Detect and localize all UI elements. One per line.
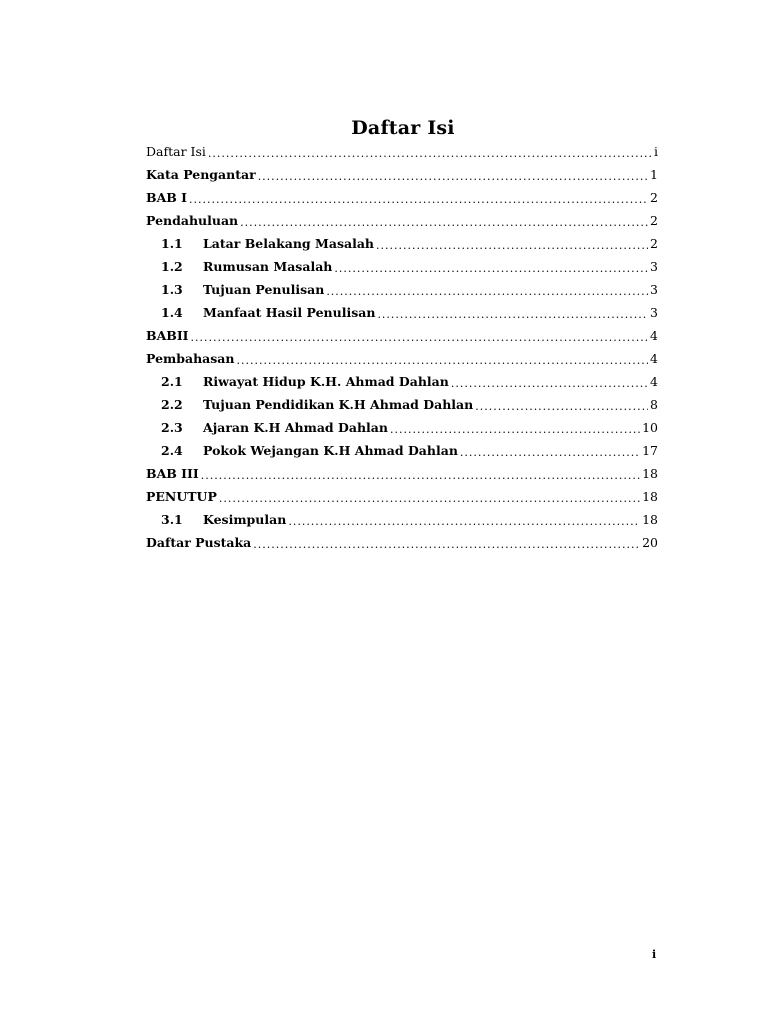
dot-leader	[191, 331, 649, 344]
dot-leader	[376, 239, 648, 252]
toc-entry[interactable]	[146, 209, 658, 232]
toc-entry-number: 2.3	[161, 420, 183, 435]
toc-entry-label: Rumusan Masalah	[203, 259, 333, 274]
dot-leader	[201, 469, 640, 482]
toc-entry-page: 20	[642, 535, 658, 550]
toc-entry-label: Riwayat Hidup K.H. Ahmad Dahlan	[203, 374, 449, 389]
dot-leader	[240, 216, 648, 229]
toc-entry-label: Pembahasan	[146, 351, 235, 366]
toc-entry[interactable]	[146, 508, 658, 531]
toc-entry-label: Tujuan Pendidikan K.H Ahmad Dahlan	[203, 397, 474, 412]
toc-entry-page: 4	[650, 328, 658, 343]
dot-leader	[253, 538, 640, 551]
toc-entry[interactable]	[146, 232, 658, 255]
toc-entry-label: BAB I	[146, 190, 188, 205]
toc-entry-page: 2	[650, 190, 658, 205]
toc-entry-page: 10	[642, 420, 658, 435]
toc-entry[interactable]	[146, 140, 658, 163]
dot-leader	[451, 377, 648, 390]
toc-entry-page: 1	[650, 167, 658, 182]
toc-entry-label: Kata Pengantar	[146, 167, 256, 182]
toc-entry-page: 2	[650, 236, 658, 251]
dot-leader	[377, 308, 648, 321]
toc-entry-label: Latar Belakang Masalah	[203, 236, 375, 251]
footer-page-number: i	[652, 948, 657, 961]
dot-leader	[208, 147, 652, 160]
toc-entry-page: 18	[642, 489, 658, 504]
toc-entry[interactable]	[146, 324, 658, 347]
toc-entry-number: 1.3	[161, 282, 183, 297]
toc-entry[interactable]	[146, 416, 658, 439]
toc-entry-page: 18	[642, 512, 658, 527]
dot-leader	[475, 400, 648, 413]
toc-entry-label: Tujuan Penulisan	[203, 282, 325, 297]
page-title: Daftar Isi	[351, 117, 455, 139]
toc-entry-page: i	[654, 144, 658, 159]
dot-leader	[189, 193, 648, 206]
toc-entry-label: Pendahuluan	[146, 213, 239, 228]
toc-entry-page: 4	[650, 374, 658, 389]
toc-entry-number: 1.2	[161, 259, 183, 274]
dot-leader	[334, 262, 648, 275]
toc-entry-number: 1.4	[161, 305, 183, 320]
toc-entry-page: 17	[642, 443, 658, 458]
toc-entry[interactable]	[146, 255, 658, 278]
toc-entry-page: 8	[650, 397, 658, 412]
toc-entry-page: 18	[642, 466, 658, 481]
toc-entry[interactable]	[146, 439, 658, 462]
toc-entry-label: PENUTUP	[146, 489, 217, 504]
toc-entry-label: BABII	[146, 328, 189, 343]
toc-entry[interactable]	[146, 278, 658, 301]
toc-entry[interactable]	[146, 186, 658, 209]
toc-entry[interactable]	[146, 531, 658, 554]
toc-entry[interactable]	[146, 301, 658, 324]
dot-leader	[460, 446, 640, 459]
dot-leader	[219, 492, 640, 505]
toc-entry-page: 3	[650, 259, 658, 274]
toc-entry-number: 1.1	[161, 236, 183, 251]
toc-entry-label: Manfaat Hasil Penulisan	[203, 305, 376, 320]
toc-entry[interactable]	[146, 393, 658, 416]
toc-entry-label: BAB III	[146, 466, 199, 481]
dot-leader	[288, 515, 640, 528]
toc-entry-number: 2.4	[161, 443, 183, 458]
toc-entry-page: 3	[650, 282, 658, 297]
toc-entry[interactable]	[146, 347, 658, 370]
toc-entry-label: Pokok Wejangan K.H Ahmad Dahlan	[203, 443, 458, 458]
toc-entry-label: Kesimpulan	[203, 512, 287, 527]
dot-leader	[258, 170, 648, 183]
toc-entry-label: Daftar Isi	[146, 144, 206, 159]
toc-entry[interactable]	[146, 462, 658, 485]
toc-entry-page: 3	[650, 305, 658, 320]
toc-entry[interactable]	[146, 370, 658, 393]
toc-entry-number: 2.1	[161, 374, 183, 389]
dot-leader	[326, 285, 648, 298]
toc-entry-label: Daftar Pustaka	[146, 535, 252, 550]
table-of-contents	[146, 140, 658, 554]
toc-entry-number: 3.1	[161, 512, 183, 527]
toc-entry[interactable]	[146, 485, 658, 508]
dot-leader	[237, 354, 649, 367]
toc-entry-page: 2	[650, 213, 658, 228]
dot-leader	[390, 423, 640, 436]
toc-entry-number: 2.2	[161, 397, 183, 412]
toc-entry-label: Ajaran K.H Ahmad Dahlan	[203, 420, 388, 435]
toc-entry-page: 4	[650, 351, 658, 366]
toc-entry[interactable]	[146, 163, 658, 186]
